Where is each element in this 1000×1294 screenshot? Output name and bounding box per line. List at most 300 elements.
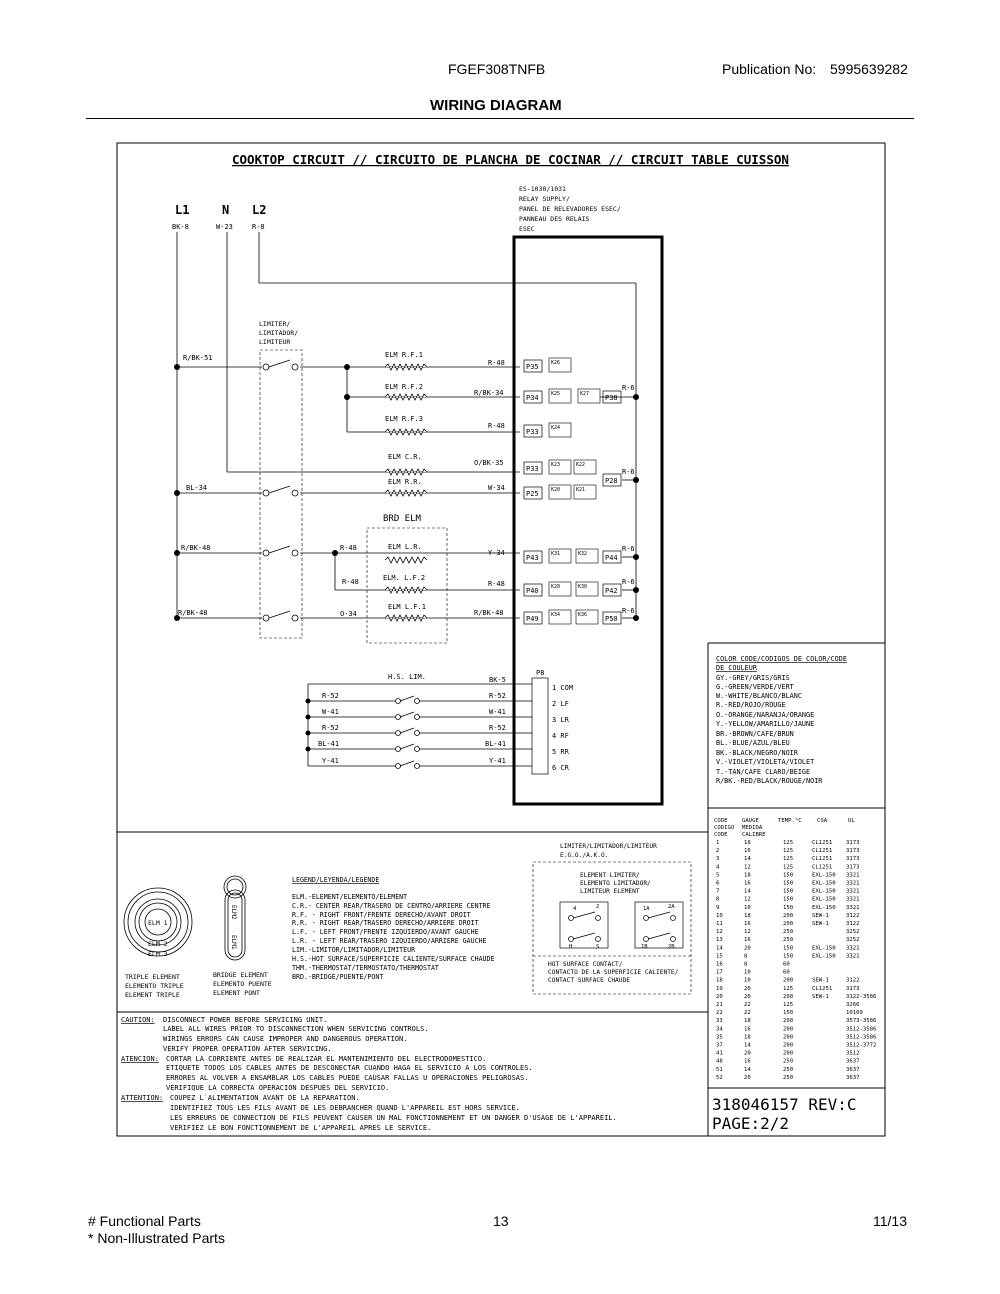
gauge-cell: 16 [744, 880, 751, 887]
gauge-cell: 3512-3586 [846, 1026, 877, 1033]
svg-text:C.R.- CENTER REAR/TRASERO DE C: C.R.- CENTER REAR/TRASERO DE CENTRO/ARRIERE CENTRE [292, 902, 491, 910]
gauge-cell: 3512-3586 [846, 1034, 877, 1041]
svg-text:K21: K21 [576, 487, 586, 493]
gauge-cell: 16 [716, 961, 723, 968]
gauge-cell: 200 [783, 993, 794, 1000]
limiter-detail-contacts [560, 902, 683, 948]
page-label: PAGE:2/2 [712, 1114, 790, 1133]
gauge-cell: 3512 [846, 1050, 860, 1057]
gauge-cell: EXL-150 [812, 904, 836, 911]
gauge-cell: 22 [744, 1010, 751, 1017]
svg-text:ELM. L.F.2: ELM. L.F.2 [383, 574, 426, 582]
svg-text:ELM.-ELEMENT/ELEMENTO/ELEMENT: ELM.-ELEMENT/ELEMENTO/ELEMENT [292, 893, 408, 901]
svg-text:2B: 2B [668, 944, 675, 950]
svg-text:H: H [569, 944, 573, 950]
svg-text:4 RF: 4 RF [552, 732, 569, 740]
gauge-cell: EXL-150 [812, 880, 836, 887]
gauge-cell: 52 [716, 1074, 723, 1081]
svg-text:K36: K36 [578, 612, 588, 618]
svg-text:PANEL DE RELEVADORES ESEC/: PANEL DE RELEVADORES ESEC/ [519, 205, 621, 213]
svg-text:CODIGO: CODIGO [714, 825, 735, 831]
svg-text:R-48: R-48 [488, 359, 505, 367]
gauge-cell: CL1251 [812, 840, 833, 846]
line-n: N [222, 203, 230, 217]
gauge-cell: 51 [716, 1066, 723, 1073]
svg-text:LEGEND/LEYENDA/LEGENDE: LEGEND/LEYENDA/LEGENDE [292, 876, 380, 884]
svg-text:BL.-BLUE/AZUL/BLEU: BL.-BLUE/AZUL/BLEU [716, 739, 790, 747]
svg-text:R/BK.-RED/BLACK/ROUGE/NOIR: R/BK.-RED/BLACK/ROUGE/NOIR [716, 777, 823, 785]
gauge-cell: 125 [783, 848, 794, 855]
gauge-cell: 17 [716, 969, 723, 976]
gauge-cell: 10 [716, 912, 723, 919]
gauge-cell: 125 [783, 840, 794, 846]
gauge-cell: 250 [783, 1058, 794, 1065]
svg-text:CODE: CODE [714, 818, 728, 824]
svg-text:IDENTIFIEZ TOUS LES FILS AVANT: IDENTIFIEZ TOUS LES FILS AVANT DE LES DEBRANCHER QUAND L'APPAREIL EST HORS SERVICE. [170, 1104, 520, 1112]
gauge-cell: 20 [744, 993, 751, 1000]
svg-text:R-6: R-6 [622, 607, 635, 615]
gauge-cell: 20 [744, 945, 751, 952]
gauge-cell: 200 [783, 977, 794, 984]
svg-text:ELM R.F.1: ELM R.F.1 [385, 351, 423, 359]
svg-text:Y-34: Y-34 [488, 549, 505, 557]
gauge-cell: 250 [783, 937, 794, 944]
svg-text:K20: K20 [551, 487, 561, 493]
svg-text:BR.-BROWN/CAFE/BRUN: BR.-BROWN/CAFE/BRUN [716, 730, 794, 738]
gauge-cell: 3252 [846, 937, 860, 944]
gauge-cell: 5 [716, 872, 720, 879]
publication-number: 5995639282 [830, 61, 908, 77]
gauge-cell: 200 [783, 1026, 794, 1033]
svg-text:K31: K31 [551, 551, 561, 557]
gauge-cell: EXL-150 [812, 945, 836, 952]
gauge-cell: 3122 [846, 921, 860, 927]
gauge-cell: 12 [716, 929, 723, 936]
svg-text:L.R. - LEFT REAR/TRASERO IZQUI: L.R. - LEFT REAR/TRASERO IZQUIERDO/ARRIERE GAUCHE [292, 937, 487, 945]
svg-text:Y-41: Y-41 [322, 757, 339, 765]
gauge-table [714, 818, 876, 1081]
svg-text:CORTAR LA CORRIENTE ANTES DE R: CORTAR LA CORRIENTE ANTES DE REALIZAR EL MANTENIMIENTO DEL ELECTRODOMESTICO. [166, 1055, 487, 1063]
gauge-cell: 250 [783, 1066, 794, 1073]
limiter-label [259, 320, 298, 346]
svg-text:ETIQUETE TODOS LOS CABLES ANTE: ETIQUETE TODOS LOS CABLES ANTES DE DESCONECTAR CUANDO HAGA EL SERVICIO A LOS CONTROLES. [166, 1064, 533, 1072]
gauge-cell: 3173 [846, 856, 860, 863]
gauge-cell: 125 [783, 864, 794, 871]
svg-text:R/BK-34: R/BK-34 [474, 389, 504, 397]
svg-text:K28: K28 [551, 584, 561, 590]
gauge-cell: 200 [783, 1018, 794, 1025]
gauge-cell: 60 [783, 961, 790, 968]
svg-text:BL-41: BL-41 [318, 740, 340, 748]
gauge-cell: 250 [783, 1074, 794, 1081]
heating-elements [385, 364, 427, 621]
svg-text:R.F. - RIGHT FRONT/FRENTE DERE: R.F. - RIGHT FRONT/FRENTE DERECHO/AVANT DROIT [292, 911, 471, 919]
svg-text:ELEMENT LIMITER/: ELEMENT LIMITER/ [580, 872, 640, 879]
gauge-cell: 3321 [846, 896, 860, 903]
svg-text:2: 2 [596, 904, 600, 910]
svg-text:ATTENTION:: ATTENTION: [121, 1094, 164, 1102]
gauge-cell: 16 [744, 848, 751, 855]
gauge-cell: 3321 [846, 904, 860, 911]
svg-text:ELEMENTO TRIPLE: ELEMENTO TRIPLE [125, 982, 184, 990]
gauge-cell: 3173 [846, 985, 860, 992]
line-n-wire: W-23 [216, 223, 233, 231]
svg-text:R.-RED/ROJO/ROUGE: R.-RED/ROJO/ROUGE [716, 701, 786, 709]
gauge-cell: 200 [783, 921, 794, 927]
gauge-cell: 8 [744, 961, 748, 968]
svg-text:ELM 1: ELM 1 [148, 919, 168, 927]
svg-text:VERIFY PROPER OPERATION AFTER: VERIFY PROPER OPERATION AFTER SERVICING. [163, 1045, 332, 1053]
svg-text:CONTACT SURFACE CHAUDE: CONTACT SURFACE CHAUDE [548, 977, 630, 984]
relay-label [519, 185, 621, 233]
svg-text:K34: K34 [551, 612, 561, 618]
svg-text:LABEL ALL WIRES PRIOR TO DISCO: LABEL ALL WIRES PRIOR TO DISCONNECTION WHEN SERVICING CONTROLS. [163, 1025, 429, 1033]
gauge-cell: 3637 [846, 1074, 860, 1081]
svg-text:P40: P40 [526, 587, 539, 595]
gauge-cell: 6 [716, 880, 720, 887]
svg-text:BK.-BLACK/NEGRO/NOIR: BK.-BLACK/NEGRO/NOIR [716, 749, 798, 757]
line-l2-wire: R-8 [252, 223, 265, 231]
svg-text:PANNEAU DES RELAIS: PANNEAU DES RELAIS [519, 215, 590, 223]
gauge-cell: 18 [744, 840, 751, 846]
gauge-cell: 22 [716, 1010, 723, 1017]
svg-text:ATENCION:: ATENCION: [121, 1055, 159, 1063]
limiter-detail-text [548, 843, 679, 984]
svg-text:CSA: CSA [817, 818, 828, 824]
gauge-cell: 22 [744, 1002, 751, 1008]
svg-text:K32: K32 [578, 551, 588, 557]
svg-text:TRIPLE ELEMENT: TRIPLE ELEMENT [125, 973, 180, 981]
svg-text:ELM R.F.2: ELM R.F.2 [385, 383, 423, 391]
gauge-cell: 3321 [846, 880, 860, 887]
limiter-switches [263, 360, 298, 621]
gauge-cell: 10 [744, 904, 751, 911]
gauge-cell: 48 [716, 1058, 723, 1065]
gauge-cell: 10 [744, 977, 751, 984]
svg-text:K23: K23 [551, 462, 561, 468]
svg-text:TEMP.°C: TEMP.°C [778, 818, 802, 824]
svg-text:O/BK-35: O/BK-35 [474, 459, 504, 467]
gauge-cell: 33 [716, 1018, 723, 1025]
gauge-cell: 16 [744, 921, 751, 927]
legend [292, 876, 494, 981]
svg-text:P50: P50 [605, 615, 618, 623]
svg-text:CALIBRE: CALIBRE [742, 832, 766, 838]
svg-text:LIMITER/: LIMITER/ [259, 320, 291, 328]
svg-text:P33: P33 [526, 465, 539, 473]
gauge-cell: 35 [716, 1034, 723, 1041]
svg-text:O-34: O-34 [340, 610, 357, 618]
svg-text:R-52: R-52 [322, 692, 339, 700]
gauge-cell: 34 [716, 1026, 723, 1033]
svg-text:W-41: W-41 [322, 708, 339, 716]
svg-text:O.-ORANGE/NARANJA/ORANGE: O.-ORANGE/NARANJA/ORANGE [716, 711, 815, 719]
gauge-cell: 16 [744, 1026, 751, 1033]
gauge-cell: 12 [744, 929, 751, 936]
gauge-cell: 150 [783, 880, 794, 887]
hs-lim-title: H.S. LIM. [388, 673, 426, 681]
publication-label: Publication No: [722, 61, 817, 77]
gauge-cell: 18 [744, 872, 751, 879]
svg-text:ELM R.R.: ELM R.R. [388, 478, 422, 486]
line-l1: L1 [175, 203, 190, 217]
gauge-cell: 125 [783, 985, 794, 992]
gauge-cell: EXL-150 [812, 896, 836, 903]
svg-text:R/BK-48: R/BK-48 [178, 609, 208, 617]
svg-text:R/BK-48: R/BK-48 [181, 544, 211, 552]
svg-text:R-52: R-52 [489, 724, 506, 732]
svg-text:R-6: R-6 [622, 384, 635, 392]
caution-notes [121, 1016, 617, 1132]
gauge-cell: 200 [783, 912, 794, 919]
svg-text:R-6: R-6 [622, 578, 635, 586]
gauge-cell: CL1251 [812, 856, 833, 863]
gauge-cell: 16 [744, 937, 751, 944]
gauge-cell: 10109 [846, 1010, 863, 1017]
svg-text:P28: P28 [605, 477, 618, 485]
gauge-cell: 14 [744, 1042, 751, 1049]
gauge-cell: 3122 [846, 977, 860, 984]
svg-text:LIMITADOR/: LIMITADOR/ [259, 329, 299, 337]
svg-text:LIMITEUR: LIMITEUR [259, 338, 291, 346]
svg-text:WIRINGS ERRORS CAN CAUSE IMPRO: WIRINGS ERRORS CAN CAUSE IMPROPER AND DANGEROUS OPERATION. [163, 1035, 408, 1043]
gauge-cell: 14 [716, 945, 723, 952]
svg-text:P42: P42 [605, 587, 618, 595]
gauge-cell: 150 [783, 904, 794, 911]
brd-elm-label: BRD ELM [383, 514, 421, 524]
svg-text:W-41: W-41 [489, 708, 506, 716]
gauge-cell: SEW-1 [812, 977, 829, 984]
gauge-cell: 4 [716, 864, 720, 871]
svg-text:R-6: R-6 [622, 468, 635, 476]
svg-text:GY.-GREY/GRIS/GRIS: GY.-GREY/GRIS/GRIS [716, 674, 790, 682]
svg-text:R.R. - RIGHT REAR/TRASERO DERE: R.R. - RIGHT REAR/TRASERO DERECHO/ARRIERE DROIT [292, 919, 479, 927]
gauge-cell: 13 [716, 937, 723, 944]
svg-text:CAUTION:: CAUTION: [121, 1016, 155, 1024]
svg-text:P35: P35 [526, 363, 539, 371]
svg-text:E.G.O./A.K.O.: E.G.O./A.K.O. [560, 852, 609, 859]
svg-text:2A: 2A [668, 904, 675, 910]
svg-text:UL: UL [848, 818, 855, 824]
svg-text:BL-34: BL-34 [186, 484, 208, 492]
footer-non-illustrated: * Non-Illustrated Parts [88, 1230, 225, 1246]
svg-text:V.-VIOLET/VIOLETA/VIOLET: V.-VIOLET/VIOLETA/VIOLET [716, 758, 815, 766]
svg-text:2 LF: 2 LF [552, 700, 569, 708]
limiter-contact-labels [569, 904, 675, 950]
gauge-cell: 2 [716, 848, 720, 855]
svg-text:LIMITEUR ELEMENT: LIMITEUR ELEMENT [580, 888, 640, 895]
line-l1-wire: BK-8 [172, 223, 189, 231]
svg-text:ELM L.F.1: ELM L.F.1 [388, 603, 426, 611]
svg-text:4: 4 [573, 906, 577, 912]
svg-text:R-48: R-48 [342, 578, 359, 586]
gauge-cell: 3573-3586 [846, 1018, 877, 1025]
svg-text:Y-41: Y-41 [489, 757, 506, 765]
svg-text:R/BK-51: R/BK-51 [183, 354, 213, 362]
svg-text:RELAY SUPPLY/: RELAY SUPPLY/ [519, 195, 570, 203]
gauge-cell: 3321 [846, 945, 860, 952]
bridge-element-caption [213, 971, 272, 997]
svg-text:K27: K27 [580, 391, 590, 397]
gauge-cell: 125 [783, 856, 794, 863]
gauge-cell: SEW-1 [812, 921, 829, 927]
svg-text:P34: P34 [526, 394, 539, 402]
footer-date: 11/13 [873, 1213, 907, 1229]
gauge-cell: 9 [716, 904, 720, 911]
svg-text:BRD.-BRIDGE/PUENTE/PONT: BRD.-BRIDGE/PUENTE/PONT [292, 973, 384, 981]
gauge-cell: 200 [783, 1042, 794, 1049]
gauge-cell: 20 [744, 1050, 751, 1057]
gauge-cell: 250 [783, 929, 794, 936]
color-code [716, 655, 847, 785]
svg-text:K26: K26 [551, 360, 561, 366]
gauge-cell: 150 [783, 1010, 794, 1017]
relay-supply-box [514, 237, 662, 804]
gauge-cell: 3266 [846, 1002, 860, 1008]
gauge-cell: CL1251 [812, 864, 833, 871]
gauge-cell: CL1251 [812, 985, 833, 992]
hs-labels [318, 676, 573, 772]
svg-text:5 RR: 5 RR [552, 748, 569, 756]
gauge-cell: 12 [744, 896, 751, 903]
gauge-cell: 150 [783, 953, 794, 960]
svg-text:LES ERREURS DE CONNECTION DE F: LES ERREURS DE CONNECTION DE FILS PEUVENT CAUSER UN MAL FONCTIONNEMENT ET UN DANGER D'USAGE DE L'APPAREIL. [170, 1114, 617, 1122]
element-labels [383, 351, 426, 611]
gauge-cell: 150 [783, 888, 794, 895]
gauge-cell: 200 [783, 1034, 794, 1041]
svg-text:Y.-YELLOW/AMARILLO/JAUNE: Y.-YELLOW/AMARILLO/JAUNE [716, 720, 815, 728]
gauge-cell: 20 [716, 993, 723, 1000]
gauge-cell: 3321 [846, 953, 860, 960]
gauge-cell: CL1251 [812, 848, 833, 855]
gauge-cell: 3637 [846, 1066, 860, 1073]
svg-text:W-34: W-34 [488, 484, 505, 492]
gauge-cell: 150 [783, 896, 794, 903]
svg-text:3 LR: 3 LR [552, 716, 569, 724]
gauge-cell: 3637 [846, 1058, 860, 1065]
svg-text:G.-GREEN/VERDE/VERT: G.-GREEN/VERDE/VERT [716, 683, 794, 691]
gauge-cell: 14 [744, 856, 751, 863]
gauge-cell: EXL-150 [812, 872, 836, 879]
gauge-cell: 3173 [846, 864, 860, 871]
svg-text:R/BK-48: R/BK-48 [474, 609, 504, 617]
gauge-cell: 3321 [846, 888, 860, 895]
gauge-cell: 125 [783, 1002, 794, 1008]
svg-text:R-48: R-48 [340, 544, 357, 552]
gauge-cell: 3512-3772 [846, 1042, 877, 1049]
svg-text:1A: 1A [643, 906, 650, 912]
svg-text:COLOR CODE/CODIGOS DE COLOR/CO: COLOR CODE/CODIGOS DE COLOR/CODE [716, 655, 847, 663]
svg-text:ELM 3: ELM 3 [148, 950, 168, 958]
gauge-cell: 8 [744, 953, 748, 960]
svg-text:K22: K22 [576, 462, 586, 468]
p8-connector [532, 678, 548, 774]
gauge-cell: 18 [744, 1034, 751, 1041]
svg-text:R-6: R-6 [622, 545, 635, 553]
svg-text:MEDIDA: MEDIDA [742, 825, 763, 831]
svg-text:DISCONNECT POWER BEFORE SERVIC: DISCONNECT POWER BEFORE SERVICING UNIT. [163, 1016, 328, 1024]
gauge-cell: 3173 [846, 848, 860, 855]
gauge-cell: 150 [783, 872, 794, 879]
svg-text:H.S.-HOT SURFACE/SUPERFICIE CA: H.S.-HOT SURFACE/SUPERFICIE CALIENTE/SURFACE CHAUDE [292, 955, 495, 963]
gauge-cell: 3 [716, 856, 720, 863]
svg-text:ESEC: ESEC [519, 225, 535, 233]
gauge-cell: 14 [744, 888, 751, 895]
gauge-cell: 150 [783, 945, 794, 952]
line-l2: L2 [252, 203, 267, 217]
svg-text:P38: P38 [605, 394, 618, 402]
svg-text:BK-5: BK-5 [489, 676, 506, 684]
gauge-cell: 60 [783, 969, 790, 976]
gauge-cell: 16 [744, 1058, 751, 1065]
gauge-cell: 3252 [846, 929, 860, 936]
gauge-cell: 18 [744, 912, 751, 919]
footer-functional-parts: # Functional Parts [88, 1213, 201, 1229]
svg-text:R-52: R-52 [489, 692, 506, 700]
svg-text:R-48: R-48 [488, 580, 505, 588]
svg-text:ELEMENTO PUENTE: ELEMENTO PUENTE [213, 980, 272, 988]
svg-text:L.F. - LEFT FRONT/FRENTE IZQUI: L.F. - LEFT FRONT/FRENTE IZQUIERDO/AVANT GAUCHE [292, 928, 479, 936]
svg-text:W.-WHITE/BLANCO/BLANC: W.-WHITE/BLANCO/BLANC [716, 692, 802, 700]
svg-text:R-52: R-52 [322, 724, 339, 732]
svg-text:P44: P44 [605, 554, 618, 562]
gauge-cell: 14 [744, 1066, 751, 1073]
part-number: 318046157 REV:C [712, 1095, 857, 1114]
gauge-cell: 18 [716, 977, 723, 984]
svg-text:ELEMENTO LIMITADOR/: ELEMENTO LIMITADOR/ [580, 880, 651, 887]
gauge-cell: 20 [744, 1074, 751, 1081]
svg-text:DE COULEUR: DE COULEUR [716, 664, 757, 672]
svg-text:HOT SURFACE CONTACT/: HOT SURFACE CONTACT/ [548, 961, 623, 968]
gauge-cell: EXL-150 [812, 953, 836, 960]
limiter-dash-box [260, 350, 302, 638]
gauge-cell: 19 [716, 985, 723, 992]
gauge-cell: 12 [744, 864, 751, 871]
svg-text:ELM1: ELM1 [230, 935, 237, 950]
svg-text:ELM C.R.: ELM C.R. [388, 453, 422, 461]
relay-pins [524, 360, 621, 624]
gauge-cell: 41 [716, 1050, 723, 1057]
gauge-cell: 3122-3586 [846, 993, 877, 1000]
gauge-cell: 37 [716, 1042, 723, 1049]
svg-text:P25: P25 [526, 490, 539, 498]
bridge-element-labels [230, 905, 237, 950]
page-title: WIRING DIAGRAM [430, 97, 562, 114]
svg-text:ELM L.R.: ELM L.R. [388, 543, 422, 551]
circuit-title: COOKTOP CIRCUIT // CIRCUITO DE PLANCHA DE COCINAR // CIRCUIT TABLE CUISSON [232, 152, 789, 167]
svg-text:ES-1030/1031: ES-1030/1031 [519, 185, 566, 193]
gauge-cell: 200 [783, 1050, 794, 1057]
svg-text:GAUGE: GAUGE [742, 818, 759, 824]
gauge-cell: 11 [716, 921, 723, 927]
svg-text:BRIDGE ELEMENT: BRIDGE ELEMENT [213, 971, 268, 979]
gauge-cell: SEW-1 [812, 912, 829, 919]
svg-text:K30: K30 [578, 584, 588, 590]
svg-text:LIM.-LIMITOR/LIMITADOR/LIMITEU: LIM.-LIMITOR/LIMITADOR/LIMITEUR [292, 946, 416, 954]
svg-text:CONTACTO DE LA SUPERFICIE CALI: CONTACTO DE LA SUPERFICIE CALIENTE/ [548, 969, 679, 976]
svg-text:VERIFIQUE LA CORRECTA OPERACIO: VERIFIQUE LA CORRECTA OPERACION DESPUES DEL SERVICIO. [166, 1084, 390, 1092]
svg-text:ELM2: ELM2 [230, 905, 237, 920]
gauge-cell: 18 [744, 1018, 751, 1025]
gauge-cell: 3321 [846, 872, 860, 879]
svg-text:ELM 2: ELM 2 [148, 940, 168, 948]
svg-text:ELM R.F.3: ELM R.F.3 [385, 415, 423, 423]
svg-text:S: S [596, 944, 600, 950]
svg-text:ELEMENT TRIPLE: ELEMENT TRIPLE [125, 991, 180, 999]
svg-text:P43: P43 [526, 554, 539, 562]
svg-text:COUPEZ L`ALIMENTATION AVANT DE: COUPEZ L`ALIMENTATION AVANT DE LA REPARATION. [170, 1094, 360, 1102]
relay-contacts [549, 358, 600, 624]
